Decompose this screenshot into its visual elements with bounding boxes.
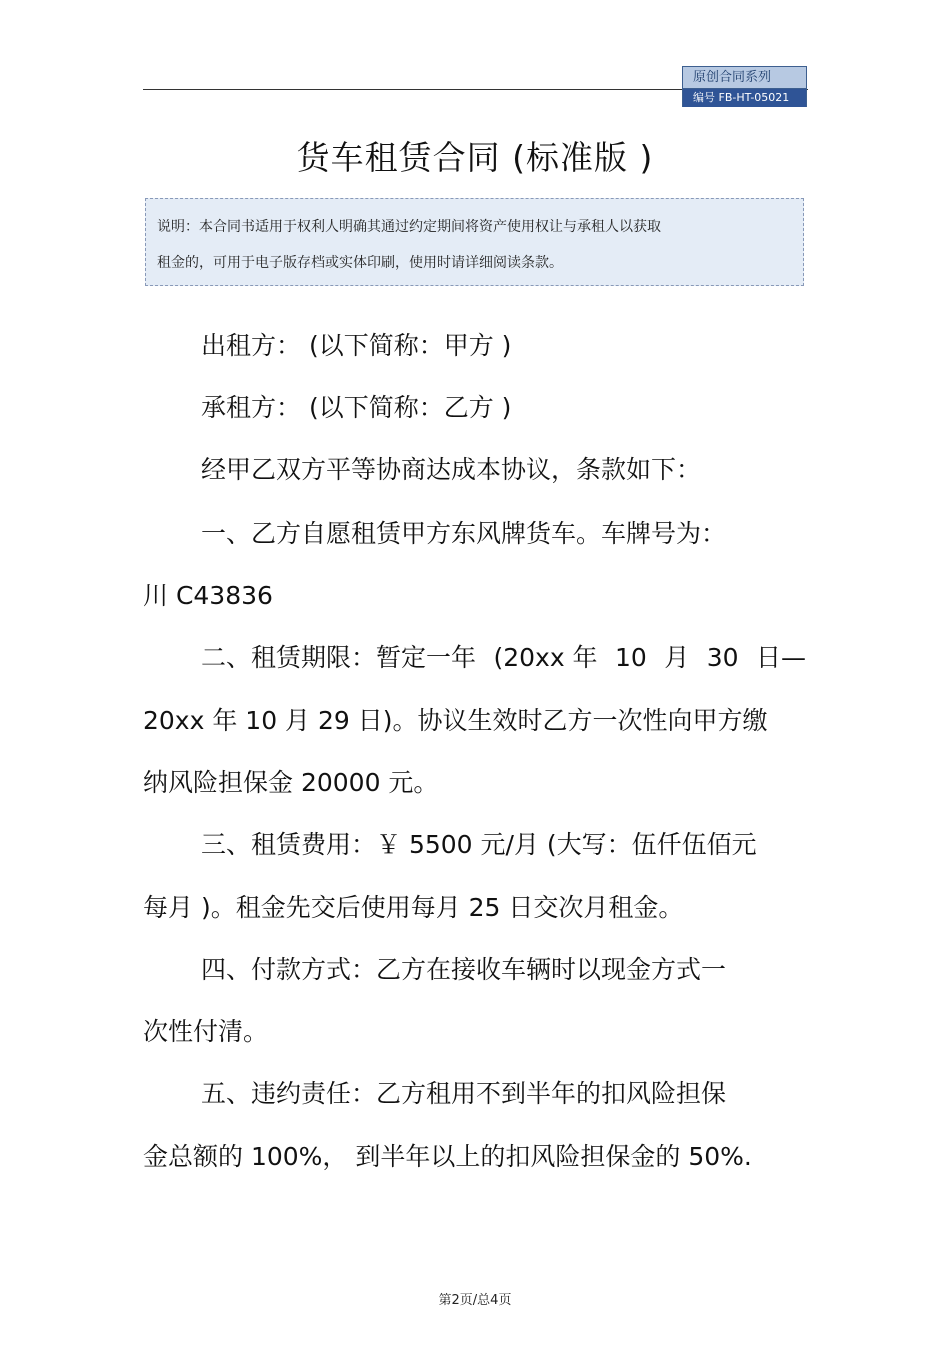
clause-3-line: 三、租赁费用：￥ 5500 元/月 (大写：伍仟伍佰元 <box>201 830 757 859</box>
intro-paragraph: 经甲乙双方平等协商达成本协议，条款如下： <box>201 455 702 484</box>
clause-4-line: 次性付清。 <box>143 1017 269 1046</box>
clause-2-line <box>201 638 806 678</box>
lessor-line: 出租方： (以下简称：甲方 ) <box>201 331 512 360</box>
clause-2-fragment: 30 <box>706 643 739 672</box>
series-label: 原创合同系列 <box>683 67 806 89</box>
clause-3-line: 每月 )。租金先交后使用每月 25 日交次月租金。 <box>143 893 684 922</box>
page-indicator: 第2页/总4页 <box>438 1293 512 1308</box>
document-code: 编号 FB-HT-05021 <box>683 89 806 107</box>
note-line: 说明：本合同书适用于权利人明确其通过约定期间将资产使用权让与承租人以获取 <box>157 219 661 235</box>
clause-2-fragment: 二、租赁期限：暂定一年 <box>201 643 477 672</box>
series-badge <box>682 66 807 107</box>
clause-2-fragment: 月 <box>664 643 690 672</box>
clause-2-fragment: 10 <box>615 643 647 672</box>
clause-2-fragment: 日— <box>755 643 806 672</box>
clause-1-line: 一、乙方自愿租赁甲方东风牌货车。车牌号为： <box>201 519 727 548</box>
clause-5-line: 五、违约责任：乙方租用不到半年的扣风险担保 <box>201 1079 727 1108</box>
clause-1-line: 川 C43836 <box>143 581 273 610</box>
clause-5-line: 金总额的 100%， 到半年以上的扣风险担保金的 50%. <box>143 1142 752 1171</box>
clause-2-fragment: (20xx 年 <box>493 643 598 672</box>
clause-2-line: 20xx 年 10 月 29 日)。协议生效时乙方一次性向甲方缴 <box>143 706 768 735</box>
clause-4-line: 四、付款方式：乙方在接收车辆时以现金方式一 <box>201 955 727 984</box>
clause-2-line: 纳风险担保金 20000 元。 <box>143 768 439 797</box>
lessee-line: 承租方： (以下简称：乙方 ) <box>201 393 512 422</box>
note-box <box>145 198 804 286</box>
document-title: 货车租赁合同 (标准版 ) <box>296 138 654 177</box>
note-line: 租金的，可用于电子版存档或实体印刷，使用时请详细阅读条款。 <box>157 255 563 271</box>
